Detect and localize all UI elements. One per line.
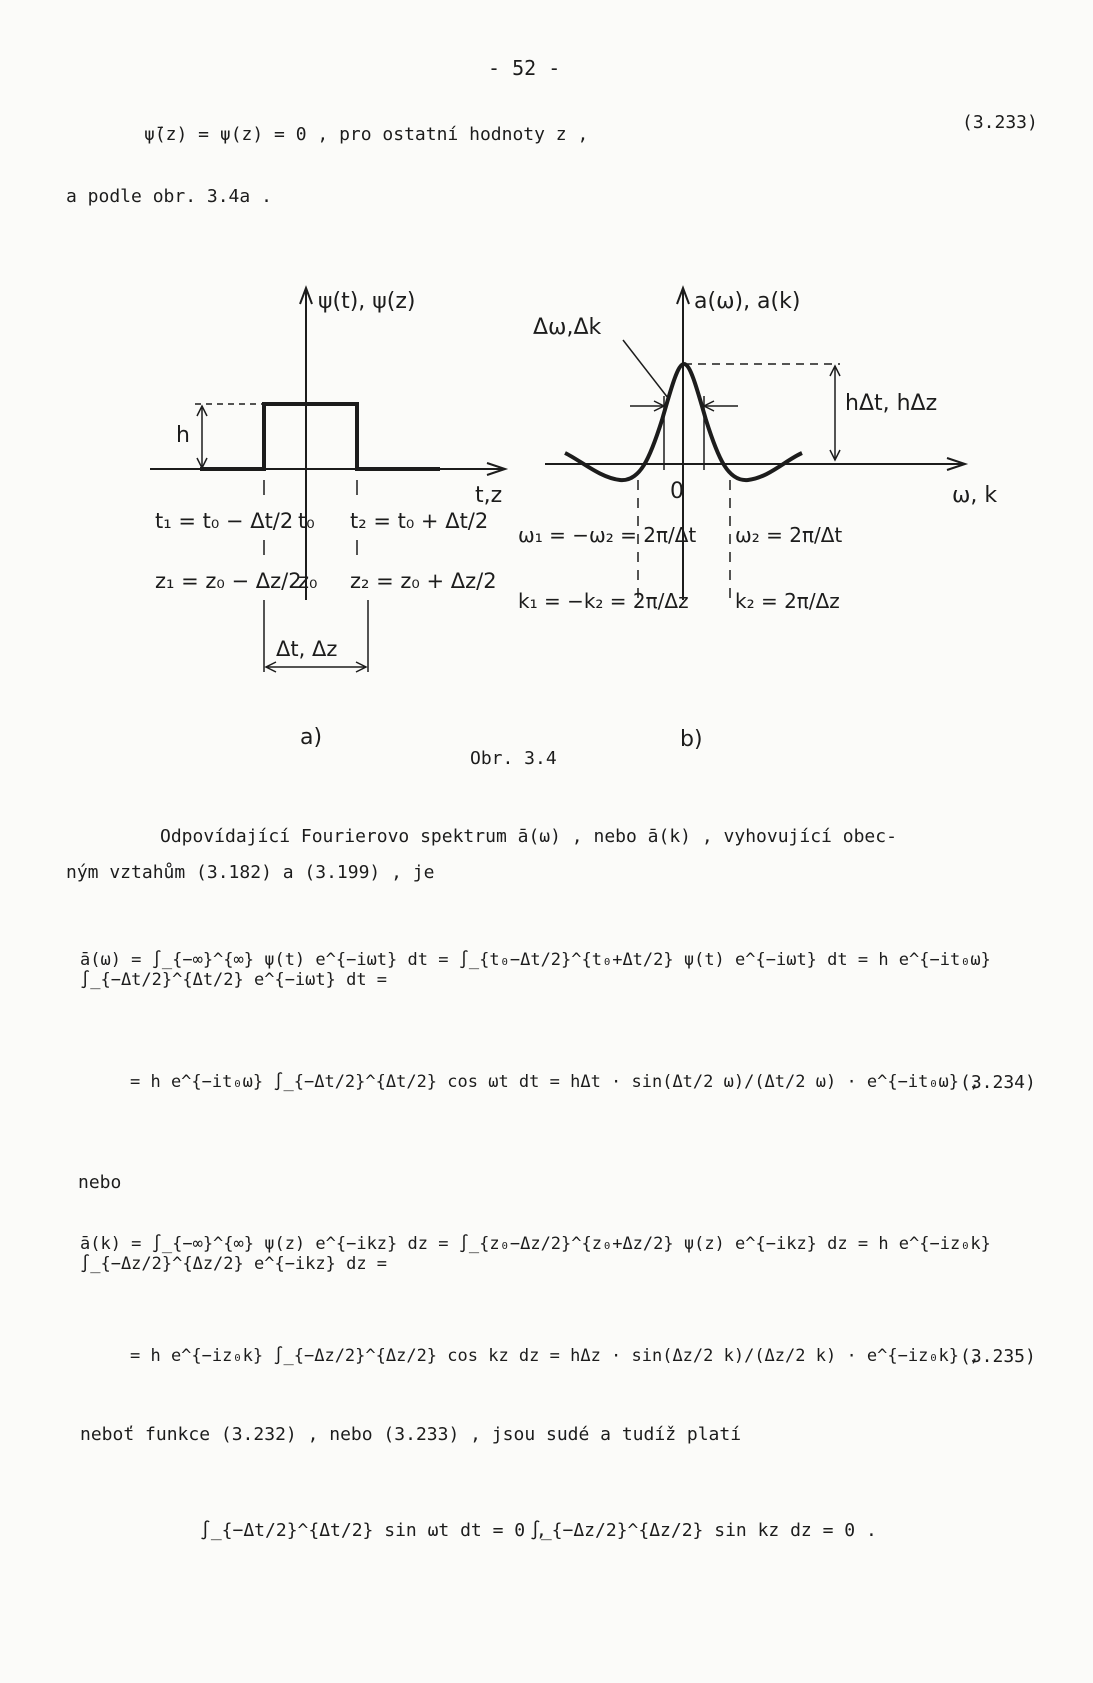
panel-b-h-label: hΔt, hΔz — [845, 391, 938, 416]
zero-label: 0 — [670, 479, 684, 504]
panel-a-caption: a) — [300, 725, 323, 750]
panel-b-x-label: ω, k — [952, 483, 998, 508]
equation-sin-z: ∫_{−Δz/2}^{Δz/2} sin kz dz = 0 . — [530, 1520, 877, 1541]
k2-label: k₂ = 2π/Δz — [735, 589, 840, 613]
width-label: Δt, Δz — [276, 637, 338, 661]
text-podle: a podle obr. 3.4a . — [66, 186, 272, 207]
equation-number-3-234: (3.234) — [960, 1072, 1036, 1093]
panel-b-axis-label: a(ω), a(k) — [694, 289, 801, 314]
text-last: neboť funkce (3.232) , nebo (3.233) , jsou sudé a tudíž platí — [80, 1424, 742, 1445]
page-number: - 52 - — [488, 56, 561, 80]
text-nebo: nebo — [78, 1172, 122, 1193]
w1-label: ω₁ = −ω₂ = 2π/Δt — [518, 523, 697, 547]
equation-number-3-235: (3.235) — [960, 1346, 1036, 1367]
z1-label: z₁ = z₀ − Δz/2 — [155, 569, 302, 593]
z2-label: z₂ = z₀ + Δz/2 — [350, 569, 497, 593]
equation-3-235-line-1: ā(k) = ∫_{−∞}^{∞} ψ(z) e^{−ikz} dz = ∫_{z₀−Δz/2}^{z₀+Δz/2} ψ(z) e^{−ikz} dz = h e^{−iz₀k} ∫_{−Δz/2}^{Δz/2} e^{−ikz} dz = — [80, 1234, 991, 1274]
t1-label: t₁ = t₀ − Δt/2 — [155, 509, 294, 533]
equation-sin-t: ∫_{−Δt/2}^{Δt/2} sin ωt dt = 0 , — [200, 1520, 547, 1541]
t2-label: t₂ = t₀ + Δt/2 — [350, 509, 489, 533]
equation-3-234-line-2: = h e^{−it₀ω} ∫_{−Δt/2}^{Δt/2} cos ωt dt = hΔt · sin(Δt/2 ω)/(Δt/2 ω) · e^{−it₀ω} , — [130, 1072, 980, 1092]
panel-b-caption: b) — [680, 727, 703, 752]
figure-caption: Obr. 3.4 — [470, 748, 557, 769]
figure-3-4 — [0, 270, 1093, 769]
rect-pulse — [200, 404, 440, 469]
panel-a-axis-label: ψ(t), ψ(z) — [318, 289, 416, 314]
equation-3-234-line-1: ā(ω) = ∫_{−∞}^{∞} ψ(t) e^{−iωt} dt = ∫_{t₀−Δt/2}^{t₀+Δt/2} ψ(t) e^{−iωt} dt = h e^{−it₀ω} ∫_{−Δt/2}^{Δt/2} e^{−iωt} dt = — [80, 950, 991, 990]
dw-label: Δω,Δk — [533, 315, 602, 340]
equation-number-3-233: (3.233) — [962, 112, 1038, 133]
equation-3-235-line-2: = h e^{−iz₀k} ∫_{−Δz/2}^{Δz/2} cos kz dz = hΔz · sin(Δz/2 k)/(Δz/2 k) · e^{−iz₀k} , — [130, 1346, 980, 1366]
k1-label: k₁ = −k₂ = 2π/Δz — [518, 589, 689, 613]
equation-3-233: ψ̄(z) = ψ(z) = 0 , pro ostatní hodnoty z , — [144, 124, 589, 145]
paragraph-line-2: ným vztahům (3.182) a (3.199) , je — [66, 862, 435, 883]
t0-label: t₀ — [298, 509, 315, 533]
w2-label: ω₂ = 2π/Δt — [735, 523, 843, 547]
panel-a-h-label: h — [176, 423, 190, 448]
panel-a-x-label: t,z — [475, 483, 503, 508]
paragraph-line-1: Odpovídající Fourierovo spektrum ā(ω) , nebo ā(k) , vyhovující obec- — [160, 826, 897, 847]
z0-label: z₀ — [298, 569, 318, 593]
